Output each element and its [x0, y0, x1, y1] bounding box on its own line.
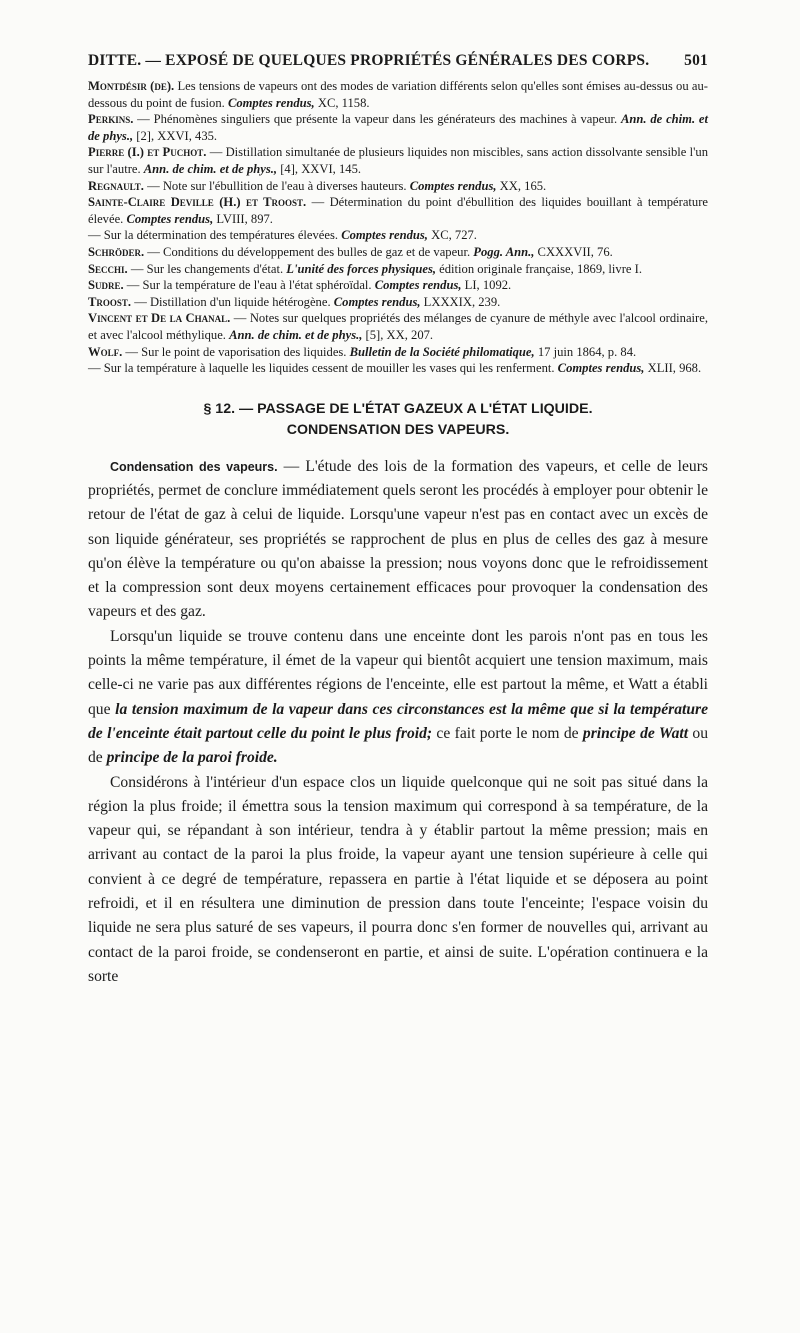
reference-entry: Regnault. — Note sur l'ébullition de l'eau à diverses hauteurs. Comptes rendus, XX, 165.	[88, 178, 547, 193]
section-title-line-2: CONDENSATION DES VAPEURS.	[286, 421, 510, 438]
body-text	[88, 455, 708, 990]
paragraph: Lorsqu'un liquide se trouve contenu dans une enceinte dont les parois n'ont pas en tous les points la même température, il émet de la vapeur qui bientôt acquiert une tension maximum, mais celle-ci ne varie pas aux différentes régions de l'enceinte, elle est partout la même, et Watt a établi que la tension maximum de la vapeur dans ces circonstances est la même que si la température de l'enceinte était partout celle du point le plus froid; ce fait porte le nom de principe de Watt ou de principe de la paroi froide.	[88, 627, 708, 767]
running-title: DITTE. — EXPOSÉ DE QUELQUES PROPRIÉTÉS GÉNÉRALES DES CORPS.	[88, 52, 650, 69]
reference-entry: Troost. — Distillation d'un liquide hétérogène. Comptes rendus, LXXXIX, 239.	[88, 294, 501, 309]
reference-entry: Montdésir (de). Les tensions de vapeurs ont des modes de variation différents selon qu'elles sont émises au-dessus ou au-dessous du point de fusion. Comptes rendus, XC, 1158.	[88, 79, 708, 110]
reference-entry: Sudre. — Sur la température de l'eau à l'état sphéroïdal. Comptes rendus, LI, 1092.	[88, 278, 512, 293]
reference-entry: — Sur la détermination des températures élevées. Comptes rendus, XC, 727.	[88, 228, 477, 243]
page-number: 501	[684, 52, 708, 69]
reference-entry: Vincent et De la Chanal. — Notes sur quelques propriétés des mélanges de cyanure de méthyle avec l'alcool ordinaire, et avec l'alcool méthylique. Ann. de chim. et de phys., [5], XX, 207.	[88, 311, 708, 342]
paragraph: Considérons à l'intérieur d'un espace clos un liquide quelconque qui ne soit pas situé dans la région la plus froide; il émettra sous la tension maximum qui correspond à sa température, de la vapeur qui, se répandant à son intérieur, tendra à y établir partout la même pression; mais en arrivant au contact de la paroi la plus froide, la vapeur ayant une tension supérieure à celle qui convient à ce degré de température, repassera en partie à l'état liquide et se déposera au point refroidi, et il en résultera une diminution de pression dans toute l'enceinte; l'espace voisin du liquide ne sera plus saturé de ses vapeurs, il pourra donc s'en former de nouvelles qui, arrivant au contact de la paroi froide, se condenseront en partie, et ainsi de suite. L'opération continuera e la sorte	[88, 773, 708, 985]
reference-entry: Secchi. — Sur les changements d'état. L'unité des forces physiques, édition originale française, 1869, livre I.	[88, 261, 642, 276]
reference-entry: Schröder. — Conditions du développement des bulles de gaz et de vapeur. Pogg. Ann., CXXXVII, 76.	[88, 244, 613, 259]
reference-entry: — Sur la température à laquelle les liquides cessent de mouiller les vases qui les renferment. Comptes rendus, XLII, 968.	[88, 361, 702, 376]
bibliography	[88, 78, 708, 377]
reference-entry: Wolf. — Sur le point de vaporisation des liquides. Bulletin de la Société philomatique, 17 juin 1864, p. 84.	[88, 344, 637, 359]
reference-entry: Perkins. — Phénomènes singuliers que présente la vapeur dans les générateurs des machines à vapeur. Ann. de chim. et de phys., [2], XXVI, 435.	[88, 112, 708, 143]
reference-entry: Pierre (I.) et Puchot. — Distillation simultanée de plusieurs liquides non miscibles, sans action dissolvante sensible l'un sur l'autre. Ann. de chim. et de phys., [4], XXVI, 145.	[88, 145, 708, 176]
section-heading	[88, 399, 708, 441]
running-head	[88, 52, 708, 70]
reference-entry: Sainte-Claire Deville (H.) et Troost. — Détermination du point d'ébullition des liquides bouillant à température élevée. Comptes rendus, LVIII, 897.	[88, 195, 708, 226]
run-in-heading: Condensation des vapeurs.	[110, 459, 278, 474]
section-title-line-1: § 12. — PASSAGE DE L'ÉTAT GAZEUX A L'ÉTAT LIQUIDE.	[203, 400, 593, 417]
paragraph: Condensation des vapeurs. — L'étude des lois de la formation des vapeurs, et celle de leurs propriétés, permet de conclure immédiatement quels seront les procédés à employer pour obtenir le retour de l'état de gaz à celui de liquide. Lorsqu'une vapeur n'est pas en contact avec un excès de son liquide générateur, ses propriétés se rapprochent de plus en plus de celles des gaz à mesure qu'on élève la température ou qu'on abaisse la pression; nous voyons donc que le refroidissement et la compression sont deux moyens certainement efficaces pour provoquer la condensation des vapeurs et des gaz.	[88, 457, 708, 621]
